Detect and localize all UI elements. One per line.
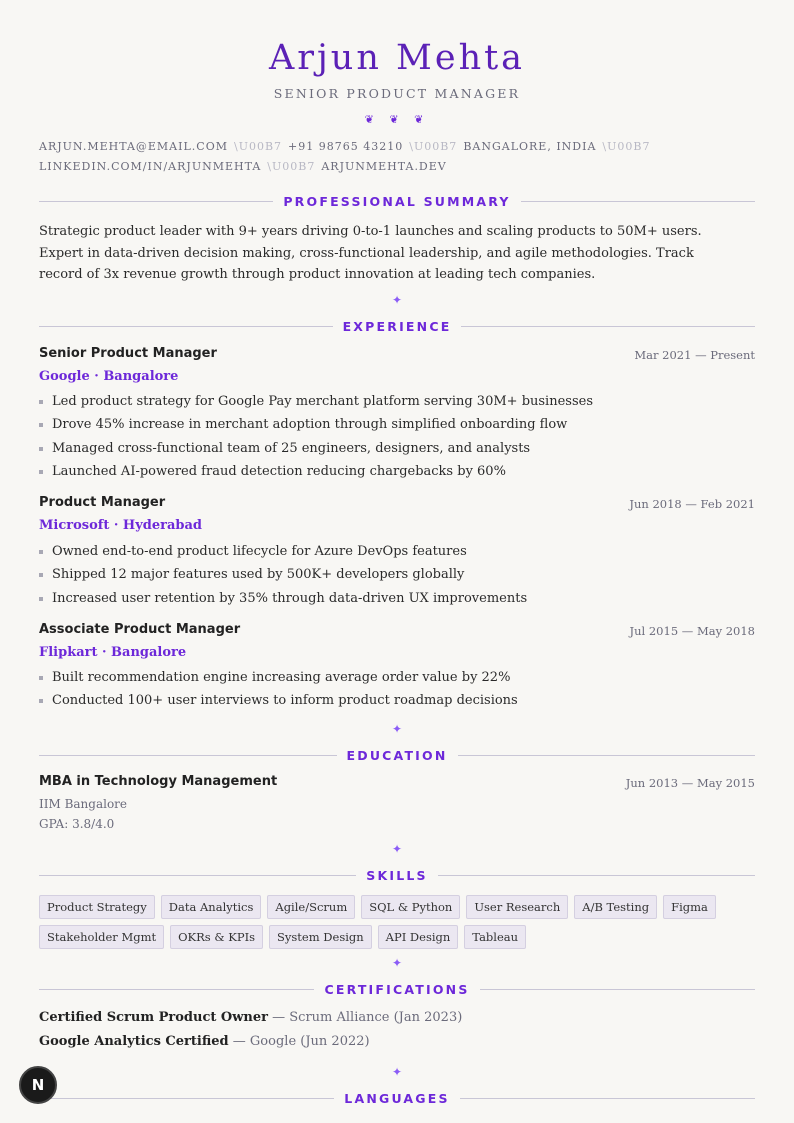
skills-list — [39, 895, 755, 949]
list-item: Launched AI-powered fraud detection reducing chargebacks by 60% — [39, 460, 755, 483]
skill-tag: System Design — [269, 925, 372, 949]
list-item: Built recommendation engine increasing average order value by 22% — [39, 666, 755, 689]
section-title: LANGUAGES — [344, 1090, 450, 1106]
contact-line-2 — [39, 157, 755, 177]
summary-text: Strategic product leader with 9+ years driving 0-to-1 launches and scaling products to 50M+ users. Expert in data-driven decision making, cross-functional leadership, and agile methodologies. Track record of 3x revenue growth through product innovation at leading tech companies. — [39, 224, 702, 282]
section-languages — [39, 1090, 755, 1106]
job-dates: Mar 2021 — Present — [634, 348, 755, 362]
job-company: Google · Bangalore — [39, 369, 179, 384]
next-logo-button[interactable]: N — [19, 1066, 57, 1104]
list-item: Managed cross-functional team of 25 engineers, designers, and analysts — [39, 437, 755, 460]
section-education — [39, 747, 755, 763]
star-divider-icon: ✦ — [391, 722, 403, 736]
section-certifications — [39, 981, 755, 997]
separator: \U00B7 — [267, 160, 316, 173]
certification-name: Google Analytics Certified — [39, 1034, 229, 1049]
phone-text: +91 98765 43210 — [288, 140, 404, 153]
job-company: Microsoft · Hyderabad — [39, 518, 203, 533]
star-divider-icon: ✦ — [391, 956, 403, 970]
section-title: PROFESSIONAL SUMMARY — [283, 193, 511, 209]
section-experience — [39, 318, 755, 334]
degree: MBA in Technology Management — [39, 774, 278, 789]
skill-tag: Stakeholder Mgmt — [39, 925, 164, 949]
star-divider-icon: ✦ — [391, 842, 403, 856]
contact-line-1 — [39, 137, 755, 157]
job-dates: Jul 2015 — May 2018 — [629, 624, 755, 638]
job-role: Senior Product Manager — [39, 346, 217, 361]
certification-item — [39, 1034, 370, 1049]
candidate-title: SENIOR PRODUCT MANAGER — [273, 86, 521, 101]
section-title: EXPERIENCE — [342, 318, 452, 334]
list-item: Shipped 12 major features used by 500K+ developers globally — [39, 563, 755, 586]
job-bullets — [39, 666, 755, 713]
job-bullets — [39, 540, 755, 610]
skill-tag: SQL & Python — [361, 895, 460, 919]
section-title: SKILLS — [366, 867, 428, 883]
website-text: ARJUNMEHTA.DEV — [321, 160, 447, 173]
education-dates: Jun 2013 — May 2015 — [625, 776, 755, 790]
separator: \U00B7 — [409, 140, 458, 153]
section-skills — [39, 867, 755, 883]
job-role: Product Manager — [39, 495, 166, 510]
section-title: CERTIFICATIONS — [324, 981, 470, 997]
star-divider-icon: ✦ — [391, 293, 403, 307]
school: IIM Bangalore — [39, 797, 128, 811]
skill-tag: OKRs & KPIs — [170, 925, 263, 949]
job-role: Associate Product Manager — [39, 622, 241, 637]
job-bullets — [39, 390, 755, 483]
separator: \U00B7 — [602, 140, 651, 153]
list-item: Drove 45% increase in merchant adoption through simplified onboarding flow — [39, 413, 755, 436]
job-company: Flipkart · Bangalore — [39, 645, 187, 660]
skill-tag: A/B Testing — [574, 895, 657, 919]
certification-meta: — Scrum Alliance (Jan 2023) — [268, 1010, 463, 1025]
list-item: Led product strategy for Google Pay merchant platform serving 30M+ businesses — [39, 390, 755, 413]
list-item: Increased user retention by 35% through data-driven UX improvements — [39, 587, 755, 610]
skill-tag: Data Analytics — [161, 895, 262, 919]
section-title: EDUCATION — [346, 747, 448, 763]
candidate-name: Arjun Mehta — [268, 38, 526, 78]
star-divider-icon: ✦ — [391, 1065, 403, 1079]
separator: \U00B7 — [233, 140, 283, 153]
skill-tag: API Design — [378, 925, 459, 949]
certification-name: Certified Scrum Product Owner — [39, 1010, 269, 1025]
skill-tag: Product Strategy — [39, 895, 155, 919]
certification-meta: — Google (Jun 2022) — [228, 1034, 370, 1049]
skill-tag: Figma — [663, 895, 716, 919]
gpa: GPA: 3.8/4.0 — [39, 817, 115, 831]
ornament-divider: ❦ ❦ ❦ — [364, 113, 430, 126]
certification-item — [39, 1010, 462, 1025]
skill-tag: Agile/Scrum — [267, 895, 355, 919]
skill-tag: Tableau — [464, 925, 526, 949]
section-summary — [39, 193, 755, 209]
list-item: Owned end-to-end product lifecycle for Azure DevOps features — [39, 540, 755, 563]
linkedin-text: LINKEDIN.COM/IN/ARJUNMEHTA — [39, 160, 262, 173]
job-dates: Jun 2018 — Feb 2021 — [629, 497, 755, 511]
email-text: ARJUN.MEHTA@EMAIL.COM — [39, 140, 228, 153]
skill-tag: User Research — [466, 895, 568, 919]
list-item: Conducted 100+ user interviews to inform product roadmap decisions — [39, 689, 755, 712]
location-text: BANGALORE, INDIA — [463, 140, 597, 153]
